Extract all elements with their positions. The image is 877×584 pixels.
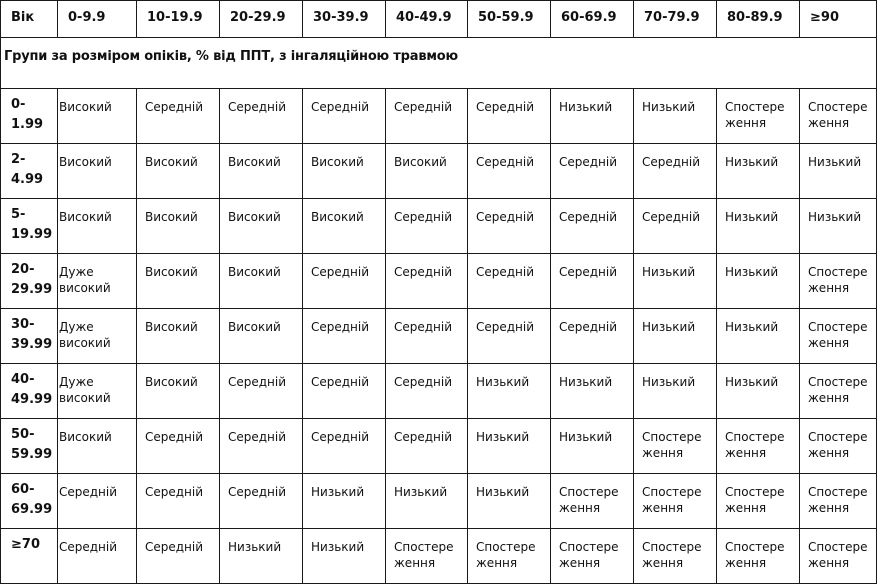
risk-cell: Високий <box>58 144 137 199</box>
age-group-cell: 50- 59.99 <box>1 419 58 474</box>
header-column-cell: 30-39.9 <box>303 1 386 38</box>
risk-cell: Середній <box>303 364 386 419</box>
table-row <box>1 89 877 144</box>
table-row <box>1 474 877 529</box>
risk-cell: Середній <box>386 199 468 254</box>
header-column-cell: 70-79.9 <box>634 1 717 38</box>
risk-cell: Середній <box>137 419 220 474</box>
risk-cell: Середній <box>137 89 220 144</box>
header-column-cell: 80-89.9 <box>717 1 800 38</box>
risk-cell: Високий <box>58 419 137 474</box>
age-group-cell: 5- 19.99 <box>1 199 58 254</box>
risk-cell: Низький <box>800 199 877 254</box>
table-row <box>1 364 877 419</box>
risk-cell: Високий <box>58 199 137 254</box>
risk-cell: Спостере ження <box>717 529 800 584</box>
risk-cell: Низький <box>717 254 800 309</box>
risk-cell: Низький <box>220 529 303 584</box>
risk-cell: Високий <box>137 199 220 254</box>
risk-cell: Низький <box>800 144 877 199</box>
risk-cell: Низький <box>634 254 717 309</box>
risk-cell: Середній <box>303 89 386 144</box>
table-row <box>1 199 877 254</box>
risk-cell: Середній <box>303 309 386 364</box>
risk-cell: Спостере ження <box>551 474 634 529</box>
header-column-cell: ≥90 <box>800 1 877 38</box>
risk-cell: Середній <box>551 144 634 199</box>
risk-cell: Середній <box>551 199 634 254</box>
age-group-cell: 20- 29.99 <box>1 254 58 309</box>
risk-cell: Низький <box>551 364 634 419</box>
risk-cell: Спостере ження <box>717 419 800 474</box>
risk-cell: Низький <box>634 89 717 144</box>
age-group-cell: 40- 49.99 <box>1 364 58 419</box>
risk-cell: Високий <box>137 309 220 364</box>
risk-cell: Низький <box>386 474 468 529</box>
risk-cell: Високий <box>303 199 386 254</box>
risk-cell: Низький <box>717 309 800 364</box>
risk-cell: Низький <box>303 474 386 529</box>
risk-cell: Високий <box>137 364 220 419</box>
risk-cell: Спостере ження <box>800 89 877 144</box>
table-row <box>1 419 877 474</box>
risk-cell: Дуже високий <box>58 309 137 364</box>
header-column-cell: 50-59.9 <box>468 1 551 38</box>
risk-cell: Спостере ження <box>551 529 634 584</box>
risk-cell: Високий <box>220 254 303 309</box>
age-group-cell: 2- 4.99 <box>1 144 58 199</box>
table-row <box>1 254 877 309</box>
risk-cell: Спостере ження <box>800 419 877 474</box>
risk-cell: Високий <box>220 309 303 364</box>
risk-cell: Середній <box>468 254 551 309</box>
risk-cell: Середній <box>220 474 303 529</box>
risk-cell: Спостере ження <box>468 529 551 584</box>
risk-cell: Середній <box>58 474 137 529</box>
risk-cell: Середній <box>58 529 137 584</box>
risk-cell: Середній <box>137 529 220 584</box>
risk-cell: Середній <box>386 254 468 309</box>
age-group-cell: 60- 69.99 <box>1 474 58 529</box>
risk-cell: Дуже високий <box>58 364 137 419</box>
risk-cell: Низький <box>551 89 634 144</box>
header-column-cell: 10-19.9 <box>137 1 220 38</box>
header-column-cell: 0-9.9 <box>58 1 137 38</box>
risk-cell: Середній <box>303 254 386 309</box>
risk-cell: Середній <box>468 199 551 254</box>
risk-cell: Високий <box>220 144 303 199</box>
risk-cell: Високий <box>58 89 137 144</box>
risk-cell: Дуже високий <box>58 254 137 309</box>
risk-cell: Спостере ження <box>634 529 717 584</box>
risk-cell: Середній <box>303 419 386 474</box>
risk-cell: Низький <box>551 419 634 474</box>
risk-cell: Спостере ження <box>800 474 877 529</box>
risk-cell: Низький <box>468 364 551 419</box>
header-column-cell: 40-49.9 <box>386 1 468 38</box>
risk-cell: Середній <box>634 144 717 199</box>
header-age-cell: Вік <box>1 1 58 38</box>
risk-cell: Спостере ження <box>800 309 877 364</box>
risk-cell: Середній <box>386 364 468 419</box>
risk-cell: Низький <box>468 419 551 474</box>
risk-cell: Високий <box>137 144 220 199</box>
risk-cell: Спостере ження <box>634 474 717 529</box>
risk-cell: Середній <box>386 419 468 474</box>
risk-cell: Середній <box>468 144 551 199</box>
risk-cell: Спостере ження <box>800 529 877 584</box>
risk-cell: Середній <box>468 89 551 144</box>
risk-cell: Низький <box>634 309 717 364</box>
table-row <box>1 309 877 364</box>
risk-cell: Низький <box>717 144 800 199</box>
table-row <box>1 144 877 199</box>
risk-cell: Середній <box>551 309 634 364</box>
risk-cell: Низький <box>717 364 800 419</box>
header-column-cell: 60-69.9 <box>551 1 634 38</box>
risk-cell: Високий <box>386 144 468 199</box>
risk-cell: Середній <box>551 254 634 309</box>
risk-cell: Середній <box>220 419 303 474</box>
age-group-cell: 0- 1.99 <box>1 89 58 144</box>
risk-cell: Спостере ження <box>634 419 717 474</box>
risk-cell: Високий <box>220 199 303 254</box>
group-title-row <box>1 38 877 89</box>
group-title: Групи за розміром опіків, % від ППТ, з інгаляційною травмою <box>1 38 877 89</box>
risk-cell: Спостере ження <box>800 364 877 419</box>
risk-cell: Низький <box>717 199 800 254</box>
risk-cell: Низький <box>634 364 717 419</box>
risk-cell: Низький <box>468 474 551 529</box>
risk-cell: Середній <box>220 89 303 144</box>
header-row <box>1 1 877 38</box>
table-row <box>1 529 877 584</box>
risk-cell: Високий <box>303 144 386 199</box>
risk-cell: Середній <box>386 309 468 364</box>
age-group-cell: 30- 39.99 <box>1 309 58 364</box>
risk-cell: Низький <box>303 529 386 584</box>
risk-cell: Середній <box>386 89 468 144</box>
risk-cell: Середній <box>137 474 220 529</box>
risk-cell: Спостере ження <box>717 474 800 529</box>
risk-cell: Середній <box>468 309 551 364</box>
risk-cell: Спостере ження <box>800 254 877 309</box>
risk-cell: Середній <box>634 199 717 254</box>
risk-cell: Спостере ження <box>717 89 800 144</box>
risk-cell: Спостере ження <box>386 529 468 584</box>
header-column-cell: 20-29.9 <box>220 1 303 38</box>
risk-cell: Високий <box>137 254 220 309</box>
risk-cell: Середній <box>220 364 303 419</box>
age-group-cell: ≥70 <box>1 529 58 584</box>
